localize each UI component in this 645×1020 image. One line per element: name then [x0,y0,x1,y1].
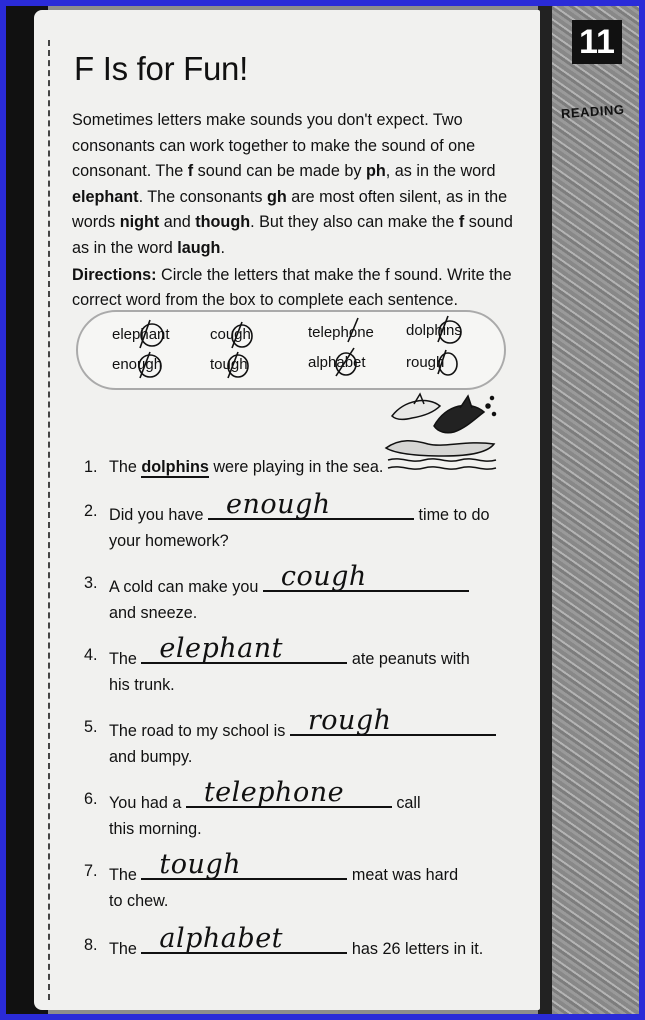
question-text: A cold can make you [109,578,263,596]
intro-bold: f [458,213,465,231]
intro-bold: night [119,213,160,231]
question-text: and sneeze. [109,604,198,622]
page-number: 11 [572,20,622,64]
question-number: 4. [84,646,98,664]
word-box-item: rough [406,354,445,371]
intro-text: , as in the word [385,162,496,180]
slash-mark [348,318,358,342]
handwritten-answer: alphabet [159,923,284,954]
intro-text: are most often silent, as in the words [72,187,508,231]
handwritten-answer: cough [280,561,367,592]
answer-line[interactable] [141,633,347,664]
question-2 [84,489,514,554]
directions-label: Directions: [72,266,157,284]
answer-line[interactable] [263,561,469,592]
answer-line[interactable] [141,923,347,954]
question-text: call [391,794,421,812]
answer-line[interactable] [141,849,347,880]
intro-paragraph [72,108,522,261]
handwritten-answer: enough [225,489,331,520]
circle-mark [228,355,248,377]
intro-text: . But they also can make the [250,213,459,231]
intro-text: . [220,238,225,257]
question-text: has 26 letters in it. [347,940,484,958]
handwritten-answer: tough [159,849,242,880]
question-text: this morning. [109,820,202,838]
intro-bold: gh [266,187,287,206]
handwritten-answer: elephant [159,633,284,664]
slash-mark [336,348,354,376]
question-text: your homework? [109,532,229,550]
section-label: READING [560,101,625,122]
word-box-item: telephone [308,324,374,341]
intro-text: . The consonants [138,187,267,206]
side-tab [538,6,639,1014]
circle-mark [232,325,252,347]
answer-printed: dolphins [141,458,209,476]
perforation-line [48,40,50,1000]
question-3 [84,561,514,626]
pencil-marks [78,312,504,388]
question-text: Did you have [109,506,208,524]
worksheet-page [34,10,540,1010]
word-box-item: cough [210,326,251,343]
intro-text: Sometimes letters make sounds you don't expect. Two consonants can work together to make the sound of one consonant. The [72,111,476,180]
question-number: 7. [84,862,98,880]
question-8 [84,923,524,962]
question-number: 5. [84,718,98,736]
question-text: and bumpy. [109,748,193,766]
question-5 [84,705,534,770]
handwritten-answer: rough [307,705,392,736]
answer-line[interactable] [208,489,414,520]
word-box [76,310,506,390]
intro-text: sound as in the word [72,213,513,257]
handwritten-answer: telephone [203,777,345,808]
question-text: to chew. [109,892,169,910]
intro-bold: elephant [72,187,139,206]
word-box-item: dolphins [406,322,462,339]
intro-text: and [159,213,196,231]
intro-bold: f [187,162,194,180]
intro-bold: laugh [177,238,221,257]
directions-text: Circle the letters that make the f sound. Write the correct word from the box to complete each sentence. [72,266,512,309]
worksheet-photo [6,6,639,1014]
question-number: 2. [84,502,98,520]
question-text: The [109,650,142,668]
directions [72,263,522,313]
question-number: 1. [84,458,98,476]
question-7 [84,849,514,914]
question-text: time to do [413,506,490,524]
word-box-item: enough [112,356,163,373]
question-text: meat was hard [347,866,459,884]
question-number: 6. [84,790,98,808]
word-box-item: alphabet [308,354,366,371]
question-4 [84,633,514,698]
word-box-item: elephant [112,326,170,343]
side-tab-edge [538,6,552,1014]
page-title: F Is for Fun! [74,50,248,87]
question-text: The [109,940,142,958]
intro-bold: ph [365,162,386,180]
question-text: were playing in the sea. [208,458,384,476]
question-1 [84,454,514,484]
answer-line[interactable] [186,777,392,808]
question-6 [84,777,514,842]
intro-text: sound can be made by [193,162,366,180]
word-box-item: tough [210,356,248,373]
question-text: The [109,866,142,884]
question-number: 3. [84,574,98,592]
question-text: his trunk. [109,676,175,694]
question-text: The road to my school is [109,722,290,740]
question-text: You had a [109,794,186,812]
question-text: ate peanuts with [347,650,470,668]
question-text: The [109,458,142,476]
intro-bold: though [195,213,251,231]
question-number: 8. [84,936,98,954]
answer-line[interactable] [290,705,496,736]
